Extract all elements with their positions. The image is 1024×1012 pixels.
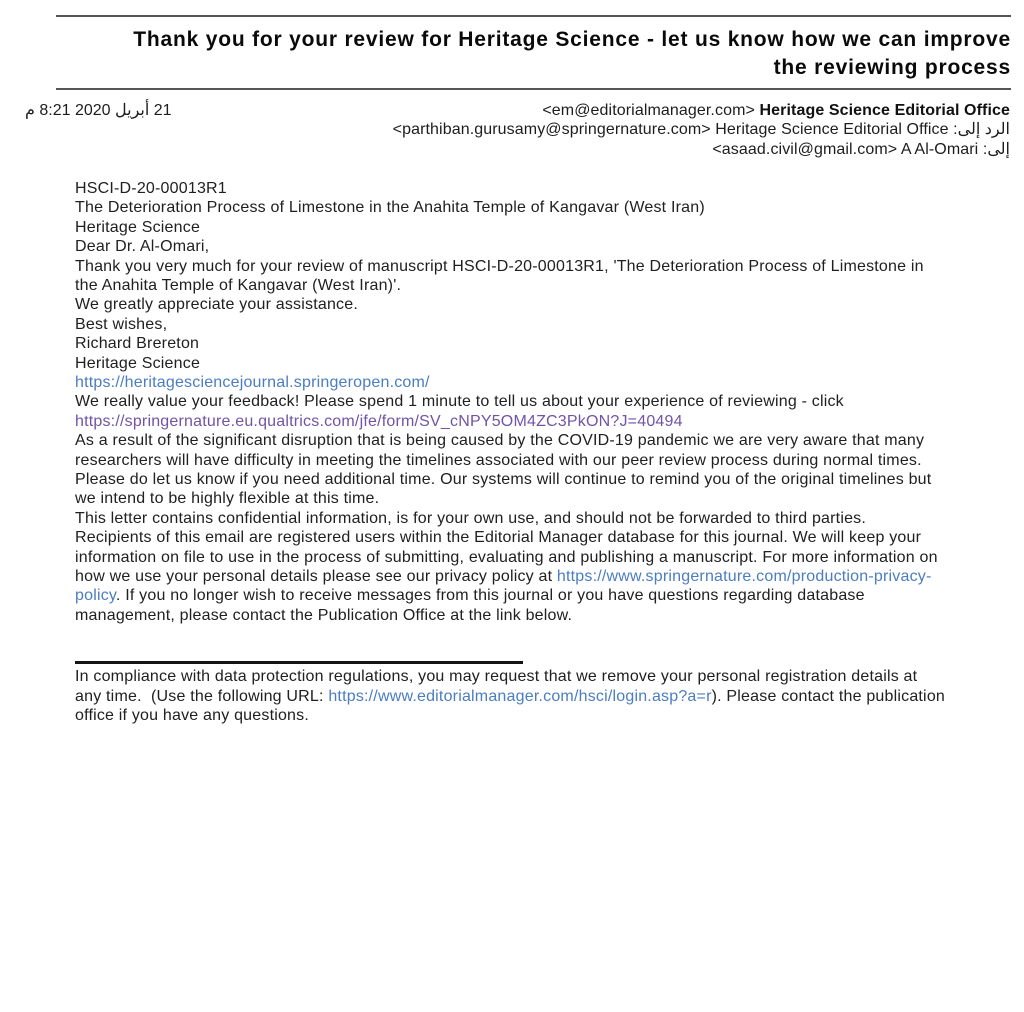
recipients-paragraph bbox=[75, 528, 947, 625]
reply-to-row bbox=[25, 120, 1010, 139]
email-header bbox=[25, 101, 1010, 159]
thanks-paragraph: Thank you very much for your review of manuscript HSCI-D-20-00013R1, 'The Deterioration Process of Limestone in the Anahita Temple of Kangavar (West Iran)'. bbox=[75, 257, 924, 294]
removal-url-link[interactable]: https://www.editorialmanager.com/hsci/login.asp?a=r bbox=[328, 687, 712, 705]
feedback-text: We really value your feedback! Please spend 1 minute to tell us about your experience of reviewing - click bbox=[75, 393, 844, 411]
journal-homepage-link[interactable]: https://heritagesciencejournal.springeropen.com/ bbox=[75, 373, 430, 391]
recipients-text-before: Recipients of this email are registered users within the Editorial Manager database for this journal. We will keep your information on file to use in the process of submitting, evaluating and publishing a manuscript. For more information on how we use your personal details please see our privacy policy at bbox=[75, 529, 938, 586]
signature-journal: Heritage Science bbox=[75, 354, 201, 372]
signature-block bbox=[75, 334, 947, 392]
compliance-paragraph bbox=[75, 667, 950, 725]
privacy-policy-link[interactable]: https://www.springernature.com/production-privacy-policy bbox=[75, 568, 932, 605]
manuscript-id: HSCI-D-20-00013R1 bbox=[75, 179, 227, 197]
manuscript-title: The Deterioration Process of Limestone in the Anahita Temple of Kangavar (West Iran) bbox=[75, 199, 705, 217]
to-label: إلى: bbox=[982, 140, 1010, 158]
manuscript-block bbox=[75, 179, 947, 237]
sender bbox=[542, 101, 1010, 120]
feedback-paragraph bbox=[75, 392, 947, 431]
email-date: 21 أبريل 2020 8:21 م bbox=[25, 102, 172, 119]
compliance-text-after: ). Please contact the publication office if you have any questions. bbox=[75, 687, 950, 725]
signature-name: Richard Brereton bbox=[75, 335, 200, 353]
reply-to-email[interactable]: <parthiban.gurusamy@springernature.com> bbox=[392, 121, 711, 139]
appreciate-paragraph: We greatly appreciate your assistance. bbox=[75, 296, 358, 314]
to-name: A Al-Omari bbox=[900, 140, 979, 158]
top-divider bbox=[56, 15, 1011, 17]
sender-name: Heritage Science Editorial Office bbox=[759, 102, 1010, 119]
reply-to-name: Heritage Science Editorial Office bbox=[715, 121, 949, 139]
compliance-text-before: In compliance with data protection regulations, you may request that we remove your personal registration details at any time. (Use the following URL: bbox=[75, 668, 922, 705]
to-row bbox=[25, 140, 1010, 159]
confidential-paragraph: This letter contains confidential information, is for your own use, and should not be forwarded to third parties. bbox=[75, 509, 867, 527]
signature-separator-line bbox=[75, 661, 523, 664]
sender-email[interactable]: <em@editorialmanager.com> bbox=[542, 102, 755, 119]
salutation: Dear Dr. Al-Omari, bbox=[75, 238, 210, 256]
covid-paragraph: As a result of the significant disruption that is being caused by the COVID-19 pandemic we are very aware that many researchers will have difficulty in meeting the timelines associated with our peer review process during normal times. Please do let us know if you need additional time. Our systems will continue to remind you of the original timelines but we intend to be highly flexible at this time. bbox=[75, 432, 932, 508]
subject-divider bbox=[56, 88, 1011, 90]
journal-name: Heritage Science bbox=[75, 218, 201, 236]
recipients-text-after: . If you no longer wish to receive messages from this journal or you have questions regarding database management, please contact the Publication Office at the link below. bbox=[75, 587, 865, 624]
email-body bbox=[75, 179, 950, 726]
to-email[interactable]: <asaad.civil@gmail.com> bbox=[712, 140, 898, 158]
feedback-survey-link[interactable]: https://springernature.eu.qualtrics.com/jfe/form/SV_cNPY5OM4ZC3PkON?J=40494 bbox=[75, 412, 683, 430]
reply-to-label: الرد إلى: bbox=[953, 121, 1010, 139]
sender-row bbox=[25, 101, 1010, 120]
closing: Best wishes, bbox=[75, 315, 168, 333]
subject-line-1: Thank you for your review for Heritage Science - let us know how we can improve bbox=[133, 28, 1011, 51]
email-subject bbox=[56, 26, 1011, 81]
subject-line-2: the reviewing process bbox=[773, 55, 1011, 79]
